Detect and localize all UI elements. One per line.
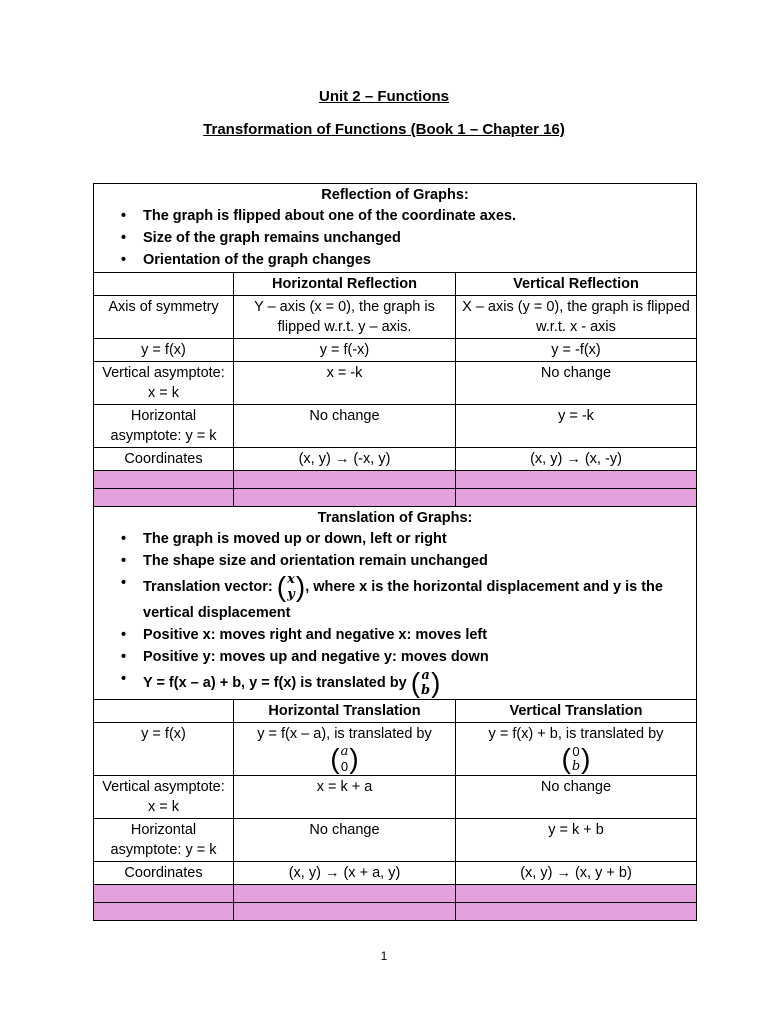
vector-top: a: [340, 744, 349, 759]
table-row: [94, 448, 697, 471]
translation-section: [94, 507, 697, 700]
bullet-text: Y = f(x – a) + b, y = f(x) is translated by: [143, 674, 411, 691]
table-cell: [234, 723, 456, 776]
page-title: Unit 2 – Functions: [318, 88, 449, 105]
table-cell: y = f(-x): [234, 339, 456, 362]
vector-bottom: b: [421, 683, 431, 698]
table-cell: y = k + b: [456, 819, 697, 862]
row-label: y = f(x): [94, 339, 234, 362]
translation-heading: Translation of Graphs:: [317, 510, 473, 526]
page-number: 1: [380, 949, 388, 963]
vector-top: 0: [572, 744, 580, 759]
highlight-row: [94, 489, 697, 507]
table-cell: No change: [234, 819, 456, 862]
column-header-vertical-translation: Vertical Translation: [456, 700, 697, 723]
table-row: [94, 362, 697, 405]
highlight-row: [94, 471, 697, 489]
table-cell: Y – axis (x = 0), the graph is flipped w.r.t. y – axis.: [234, 296, 456, 339]
translation-vector: ( x y ): [276, 571, 306, 602]
transformations-table: [93, 183, 697, 921]
row-label: y = f(x): [94, 723, 234, 776]
table-cell: (x, y) → (x, y + b): [456, 862, 697, 885]
table-cell: (x, y) → (x + a, y): [234, 862, 456, 885]
row-label: Axis of symmetry: [94, 296, 234, 339]
vector-top: a: [421, 668, 430, 683]
table-row: [94, 700, 697, 723]
table-row: [94, 723, 697, 776]
reflection-bullet: • Orientation of the graph changes: [143, 249, 693, 271]
table-row: [94, 819, 697, 862]
table-row: [94, 273, 697, 296]
table-cell: (x, y) → (x, -y): [456, 448, 697, 471]
table-row: [94, 776, 697, 819]
table-cell: No change: [234, 405, 456, 448]
translation-bullet: • Positive x: moves right and negative x: moves left: [143, 624, 693, 646]
table-cell: No change: [456, 362, 697, 405]
translation-vector: ( 0 b ): [561, 743, 591, 774]
table-cell: [456, 723, 697, 776]
reflection-heading: Reflection of Graphs:: [321, 187, 469, 203]
row-label: Horizontal asymptote: y = k: [94, 819, 234, 862]
column-header-vertical-reflection: Vertical Reflection: [456, 273, 697, 296]
reflection-bullet: • The graph is flipped about one of the coordinate axes.: [143, 205, 693, 227]
column-header-horizontal-translation: Horizontal Translation: [234, 700, 456, 723]
reflection-section: [94, 184, 697, 273]
highlight-row: [94, 885, 697, 903]
table-cell: y = -f(x): [456, 339, 697, 362]
table-row: [94, 862, 697, 885]
cell-text: y = f(x – a), is translated by: [257, 726, 432, 742]
translation-bullet: • Positive y: moves up and negative y: moves down: [143, 646, 693, 668]
vector-bottom: 0: [340, 759, 349, 774]
translation-bullet: • The graph is moved up or down, left or right: [143, 528, 693, 550]
table-row: [94, 296, 697, 339]
empty-cell: [94, 273, 234, 296]
row-label: Horizontal asymptote: y = k: [94, 405, 234, 448]
table-cell: x = k + a: [234, 776, 456, 819]
highlight-row: [94, 903, 697, 921]
reflection-bullet: • Size of the graph remains unchanged: [143, 227, 693, 249]
vector-top: x: [287, 572, 295, 587]
table-cell: (x, y) → (-x, y): [234, 448, 456, 471]
bullet-text: , where x is the horizontal displacement and y is the vertical displacement: [143, 578, 663, 621]
page-subtitle: Transformation of Functions (Book 1 – Chapter 16): [203, 121, 565, 138]
row-label: Vertical asymptote: x = k: [94, 362, 234, 405]
translation-bullet: [143, 572, 693, 624]
cell-text: y = f(x) + b, is translated by: [488, 726, 664, 742]
table-cell: X – axis (y = 0), the graph is flipped w.r.t. x - axis: [456, 296, 697, 339]
row-label: Coordinates: [94, 448, 234, 471]
row-label: Coordinates: [94, 862, 234, 885]
table-row: [94, 339, 697, 362]
vector-bottom: y: [287, 587, 295, 602]
translation-vector: ( a b ): [410, 667, 441, 698]
translation-vector: ( a 0 ): [330, 743, 359, 774]
table-row: [94, 405, 697, 448]
table-cell: x = -k: [234, 362, 456, 405]
translation-bullet: [143, 668, 693, 698]
row-label: Vertical asymptote: x = k: [94, 776, 234, 819]
table-cell: y = -k: [456, 405, 697, 448]
empty-cell: [94, 700, 234, 723]
translation-bullet: • The shape size and orientation remain unchanged: [143, 550, 693, 572]
vector-bottom: b: [571, 759, 581, 774]
table-cell: No change: [456, 776, 697, 819]
column-header-horizontal-reflection: Horizontal Reflection: [234, 273, 456, 296]
bullet-text: Translation vector:: [143, 578, 277, 595]
